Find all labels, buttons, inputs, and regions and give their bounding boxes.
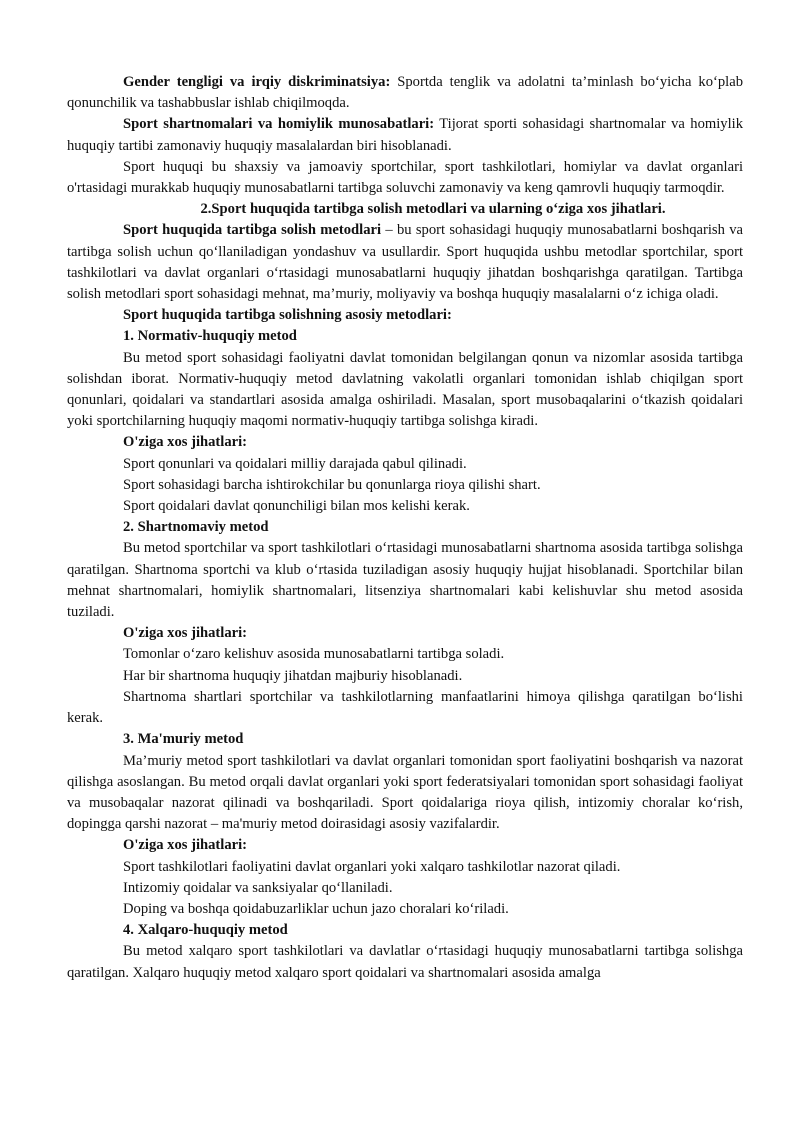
feature-item: Shartnoma shartlari sportchilar va tashkilotlarning manfaatlarini himoya qilishga qaratilgan bo‘lishi kerak. [67,688,743,727]
paragraph-international-method: Bu metod xalqaro sport tashkilotlari va davlatlar o‘rtasidagi huquqiy munosabatlarni tartibga solishga qaratilgan. Xalqaro huquqiy metod xalqaro sport qoidalari va shartnomalari asosida amalga [67,943,743,981]
text-gender-equality: Sportda tenglik va adolatni ta’minlash bo‘yicha ko‘plab qonunchilik va tashabbuslar ishlab chiqilmoqda. [67,74,743,112]
features-heading-contractual: O'ziga xos jihatlari: [123,625,248,642]
feature-item: Tomonlar o‘zaro kelishuv asosida munosabatlarni tartibga soladi. [123,646,505,663]
term-regulation-methods: Sport huquqida tartibga solish metodlari [123,222,382,239]
paragraph-sport-contracts [67,114,743,156]
paragraph-gender-equality [67,72,743,114]
paragraph-sport-law-definition: Sport huquqi bu shaxsiy va jamoaviy sportchilar, sport tashkilotlari, homiylar va davlat organlari o'rtasidagi murakkab huquqiy munosabatlarni tartibga soluvchi zamonaviy va keng qamrovli huquqiy tarmoqdir. [67,158,743,197]
features-heading-normative: O'ziga xos jihatlari: [123,434,248,451]
method-heading-normative: 1. Normativ-huquqiy metod [123,328,297,345]
feature-item: Sport tashkilotlari faoliyatini davlat organlari yoki xalqaro tashkilotlar nazorat qiladi. [123,858,621,875]
feature-item: Har bir shartnoma huquqiy jihatdan majburiy hisoblanadi. [123,667,463,684]
paragraph-methods-intro [67,220,743,305]
method-heading-administrative: 3. Ma'muriy metod [123,731,244,748]
feature-item: Intizomiy qoidalar va sanksiyalar qo‘llaniladi. [123,879,393,896]
subheading-main-methods: Sport huquqida tartibga solishning asosiy metodlari: [123,307,452,324]
paragraph-normative-method: Bu metod sport sohasidagi faoliyatni davlat tomonidan belgilangan qonun va nizomlar asosida tartibga solishdan iborat. Normativ-huquqiy metod davlatning vakolatli organlari tomonidan ishlab chiqilgan sport qonunlari, qoidalari va standartlari asosida amalga oshiriladi. Masalan, sport musobaqalarini o‘tkazish qoidalari yoki sportchilarning huquqiy maqomi normativ-huquqiy tartibga solishga kiradi. [67,349,743,430]
feature-item: Sport sohasidagi barcha ishtirokchilar bu qonunlarga rioya qilishi shart. [123,476,541,493]
features-heading-administrative: O'ziga xos jihatlari: [123,837,248,854]
method-heading-contractual: 2. Shartnomaviy metod [123,519,269,536]
text-regulation-methods: – bu sport sohasidagi huquqiy munosabatlarni boshqarish va tartibga solish uchun qo‘llaniladigan yondashuv va usullardir. Sport huquqida ushbu metodlar sportchilar, sport tashkilotlari va davlat organlari o‘rtasidagi munosabatlarni huquqiy jihatdan boshqarishga qaratilgan. Tartibga solish metodlari sport sohasidagi mehnat, ma’muriy, moliyaviy va boshqa huquqiy masalalarni o‘z ichiga oladi. [67,222,743,303]
paragraph-contractual-method: Bu metod sportchilar va sport tashkilotlari o‘rtasidagi munosabatlarni shartnoma asosida tartibga solishga qaratilgan. Shartnoma sportchi va klub o‘rtasida tuziladigan asosiy huquqiy hujjat hisoblanadi. Sportchilar bilan mehnat shartnomalari, homiylik shartnomalari, litsenziya shartnomalari kabi kelishuvlar shu metod asosida tuziladi. [67,540,743,621]
feature-item: Doping va boshqa qoidabuzarliklar uchun jazo choralari ko‘riladi. [123,900,509,917]
feature-item: Sport qoidalari davlat qonunchiligi bilan mos kelishi kerak. [123,498,470,515]
feature-item: Sport qonunlari va qoidalari milliy darajada qabul qilinadi. [123,455,467,472]
section-heading: 2.Sport huquqida tartibga solish metodlari va ularning o‘ziga xos jihatlari. [200,201,666,218]
document-page [67,72,743,984]
text-sport-contracts: Tijorat sporti sohasidagi shartnomalar va homiylik huquqiy tartibi zamonaviy huquqiy masalalardan biri hisoblanadi. [67,116,744,154]
term-gender-equality: Gender tengligi va irqiy diskriminatsiya: [123,74,391,90]
method-heading-international: 4. Xalqaro-huquqiy metod [123,922,288,939]
paragraph-administrative-method: Ma’muriy metod sport tashkilotlari va davlat organlari tomonidan sport faoliyatini boshqarish va nazorat qilishga asoslangan. Bu metod orqali davlat organlari yoki sport federatsiyalari tomonidan sport sohasidagi faoliyat va musobaqalar nazorat qilinadi va boshqariladi. Sport qoidalariga rioya qilish, intizomiy choralar ko‘rish, dopingga qarshi nazorat – ma'muriy metod doirasidagi asosiy vazifalardir. [67,752,743,833]
term-sport-contracts: Sport shartnomalari va homiylik munosabatlari: [123,116,435,133]
